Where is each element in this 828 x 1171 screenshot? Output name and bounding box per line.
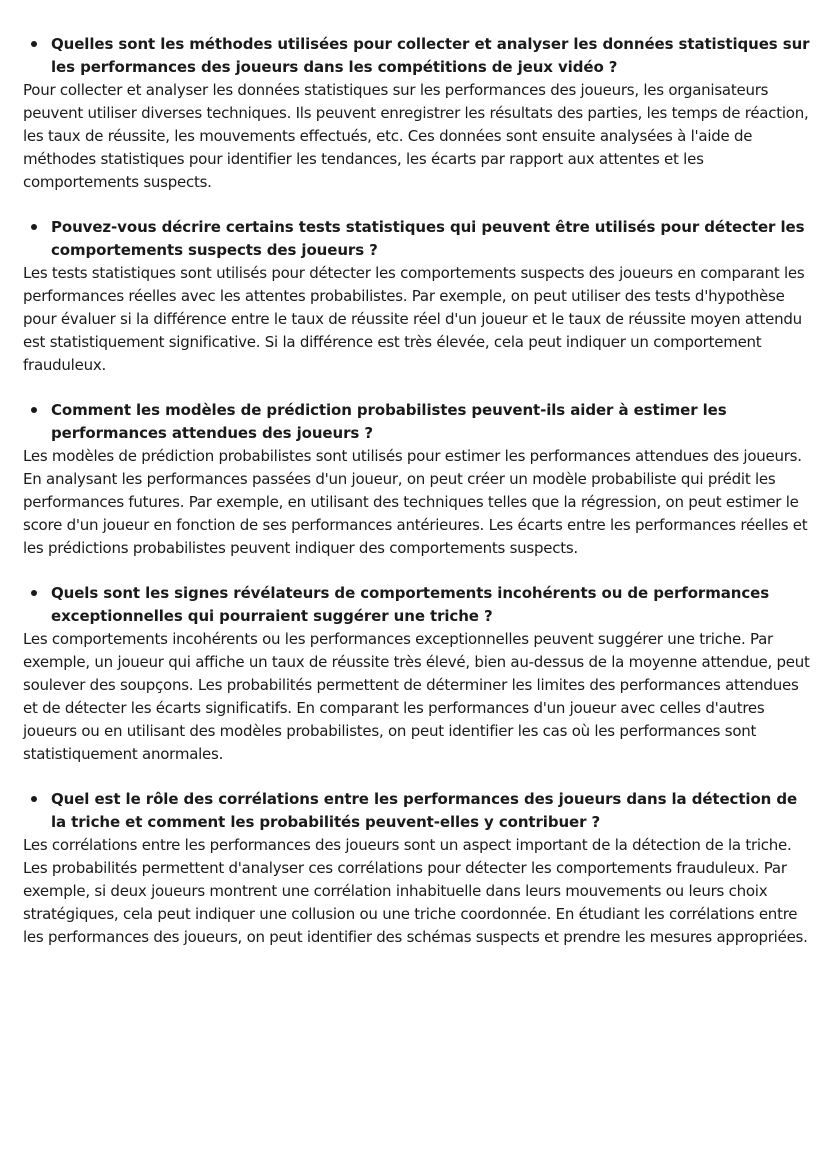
question-text: Quels sont les signes révélateurs de comportements incohérents ou de performances exceptionnelles qui pourraient suggérer une triche ? [51, 584, 770, 625]
answer-5: Les corrélations entre les performances des joueurs sont un aspect important de la détection de la triche. Les probabilités permettent d'analyser ces corrélations pour détecter les comportements frauduleux. Par exemple, si deux joueurs montrent une corrélation inhabituelle dans leurs mouvements ou leurs choix stratégiques, cela peut indiquer une collusion ou une triche coordonnée. En étudiant les corrélations entre les performances des joueurs, on peut identifier des schémas suspects et prendre les mesures appropriées. [23, 836, 808, 946]
document-page [23, 33, 813, 971]
question-text: Quelles sont les méthodes utilisées pour collecter et analyser les données statistiques sur les performances des joueurs dans les compétitions de jeux vidéo ? [51, 35, 810, 76]
question-1 [23, 33, 813, 79]
bullet-icon [31, 796, 37, 802]
qa-section-2 [23, 216, 813, 377]
answer-1: Pour collecter et analyser les données statistiques sur les performances des joueurs, les organisateurs peuvent utiliser diverses techniques. Ils peuvent enregistrer les résultats des parties, les temps de réaction, les taux de réussite, les mouvements effectués, etc. Ces données sont ensuite analysées à l'aide de méthodes statistiques pour identifier les tendances, les écarts par rapport aux attentes et les comportements suspects. [23, 81, 809, 191]
answer-2: Les tests statistiques sont utilisés pour détecter les comportements suspects des joueurs en comparant les performances réelles avec les attentes probabilistes. Par exemple, on peut utiliser des tests d'hypothèse pour évaluer si la différence entre le taux de réussite réel d'un joueur et le taux de réussite moyen attendu est statistiquement significative. Si la différence est très élevée, cela peut indiquer un comportement frauduleux. [23, 264, 805, 374]
answer-3: Les modèles de prédiction probabilistes sont utilisés pour estimer les performances attendues des joueurs. En analysant les performances passées d'un joueur, on peut créer un modèle probabiliste qui prédit les performances futures. Par exemple, en utilisant des techniques telles que la régression, on peut estimer le score d'un joueur en fonction de ses performances antérieures. Les écarts entre les performances réelles et les prédictions probabilistes peuvent indiquer des comportements suspects. [23, 447, 808, 557]
bullet-icon [31, 41, 37, 47]
question-5 [23, 788, 813, 834]
question-3 [23, 399, 813, 445]
qa-section-4 [23, 582, 813, 766]
question-text: Quel est le rôle des corrélations entre les performances des joueurs dans la détection de la triche et comment les probabilités peuvent-elles y contribuer ? [51, 790, 798, 831]
question-4 [23, 582, 813, 628]
qa-section-1 [23, 33, 813, 194]
bullet-icon [31, 224, 37, 230]
question-text: Comment les modèles de prédiction probabilistes peuvent-ils aider à estimer les performances attendues des joueurs ? [51, 401, 727, 442]
qa-section-5 [23, 788, 813, 949]
qa-section-3 [23, 399, 813, 560]
answer-4: Les comportements incohérents ou les performances exceptionnelles peuvent suggérer une triche. Par exemple, un joueur qui affiche un taux de réussite très élevé, bien au-dessus de la moyenne attendue, peut soulever des soupçons. Les probabilités permettent de déterminer les limites des performances attendues et de détecter les écarts significatifs. En comparant les performances d'un joueur avec celles d'autres joueurs ou en utilisant des modèles probabilistes, on peut identifier les cas où les performances sont statistiquement anormales. [23, 630, 810, 763]
bullet-icon [31, 590, 37, 596]
bullet-icon [31, 407, 37, 413]
question-2 [23, 216, 813, 262]
question-text: Pouvez-vous décrire certains tests statistiques qui peuvent être utilisés pour détecter les comportements suspects des joueurs ? [51, 218, 805, 259]
